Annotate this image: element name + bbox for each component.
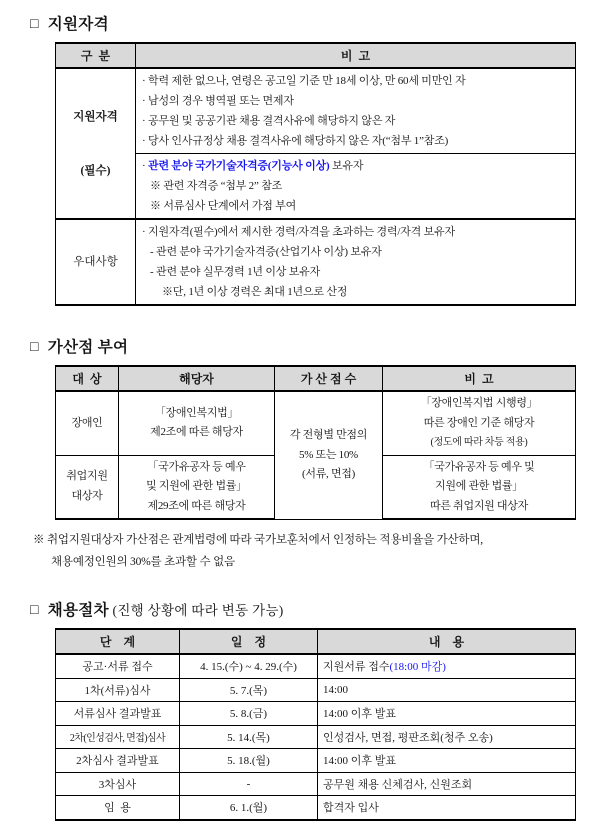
cell-cert-requirement [136, 154, 576, 220]
cell-required-items [136, 68, 576, 154]
table-row-doc-result [56, 702, 576, 726]
col-header-points: 가 산 점 수 [275, 366, 383, 391]
cell-eligible-disabled [119, 391, 275, 455]
bullet-item: · 당사 인사규정상 채용 결격사유에 해당하지 않은 자(“첨부 1”참조) [142, 135, 449, 147]
cert-note: ※ 서류심사 단계에서 가점 부여 [150, 200, 297, 212]
footnote-line: 채용예정인원의 30%를 초과할 수 없음 [51, 555, 235, 568]
col-header-date: 일 정 [180, 629, 318, 654]
cell-stage: 서류심사 결과발표 [56, 702, 180, 726]
cell-date: - [180, 772, 318, 796]
cell-note-disabled [383, 391, 576, 455]
square-bullet-icon: □ [30, 603, 39, 618]
footnote-line: ※ 취업지원대상자 가산점은 관계법령에 따라 국가보훈처에서 인정하는 적용비율을 가산하며, [33, 534, 483, 546]
bullet-item: - 관련 분야 실무경력 1년 이상 보유자 [150, 266, 321, 278]
cell-content: 합격자 입사 [318, 796, 576, 820]
bonus-points-footnote [33, 530, 600, 573]
table-row-appointment [56, 796, 576, 820]
content-text: 지원서류 접수 [323, 661, 390, 674]
cell-eligible-veteran [119, 455, 275, 519]
cell-stage: 3차심사 [56, 772, 180, 796]
bullet-item: - 관련 분야 국가기술자격증(산업기사 이상) 보유자 [150, 246, 382, 258]
cell-note-veteran [383, 455, 576, 519]
row-label-line: 지원자격 [73, 110, 118, 123]
table-header-row [56, 43, 576, 68]
section-heading-bonus-points [30, 335, 600, 357]
note-line: 「장애인복지법 시행령」 [420, 397, 538, 409]
cell-date: 5. 14.(목) [180, 725, 318, 749]
table-row-second-review [56, 725, 576, 749]
cell-stage: 2차심사 결과발표 [56, 749, 180, 773]
cell-date: 6. 1.(월) [180, 796, 318, 820]
cell-content: 14:00 [318, 678, 576, 702]
section-title: 가산점 부여 [47, 339, 129, 356]
cert-highlight: 관련 분야 국가기술자격증(기능사 이상) [148, 160, 330, 172]
note-line-small: (정도에 따라 차등 적용) [430, 437, 528, 448]
col-header-eligible: 해당자 [119, 366, 275, 391]
table-header-row [56, 629, 576, 654]
cert-note: ※ 관련 자격증 “첨부 2” 참조 [150, 180, 283, 192]
note-line: 따른 취업지원 대상자 [430, 499, 528, 512]
eligible-line: 및 지원에 관한 법률」 [146, 480, 247, 492]
eligible-line: 「국가유공자 등 예우 [147, 460, 246, 473]
cell-content: 14:00 이후 발표 [318, 702, 576, 726]
note-line: 따른 장애인 기준 해당자 [423, 416, 535, 429]
target-label: 장애인 [71, 416, 103, 429]
cell-content: 공무원 채용 신체검사, 신원조회 [318, 772, 576, 796]
cert-suffix: 보유자 [329, 160, 364, 172]
cell-points-merged [275, 391, 383, 519]
square-bullet-icon: □ [30, 340, 39, 355]
bullet-item: · 공무원 및 공공기관 채용 결격사유에 해당하지 않은 자 [142, 115, 396, 127]
row-label-required [56, 68, 136, 219]
bullet-item: · 학력 제한 없으나, 연령은 공고일 기준 만 18세 이상, 만 60세 미만인 자 [142, 75, 466, 87]
row-label-preferred: 우대사항 [56, 219, 136, 305]
cell-date: 5. 8.(금) [180, 702, 318, 726]
cell-stage: 2차(인성검사, 면접)심사 [56, 725, 180, 749]
target-label: 대상자 [71, 489, 103, 502]
points-line: 각 전형별 만점의 [289, 429, 368, 441]
square-bullet-icon: □ [30, 17, 39, 32]
col-header-remarks: 비 고 [383, 366, 576, 391]
table-row-disabled [56, 391, 576, 455]
cell-date: 5. 18.(월) [180, 749, 318, 773]
cell-content: 14:00 이후 발표 [318, 749, 576, 773]
cell-content [318, 654, 576, 678]
eligible-line: 제29조에 따른 해당자 [147, 499, 246, 512]
section-heading-process [30, 598, 600, 620]
table-row-apply [56, 654, 576, 678]
table-row-first-review [56, 678, 576, 702]
bullet-item: · 남성의 경우 병역필 또는 면제자 [142, 95, 294, 107]
row-label-line: (필수) [80, 164, 111, 177]
table-row-third-review [56, 772, 576, 796]
cell-target-veteran [56, 455, 119, 519]
cert-line [136, 156, 575, 176]
col-header-content: 내 용 [318, 629, 576, 654]
cell-stage: 공고·서류 접수 [56, 654, 180, 678]
table-header-row [56, 366, 576, 391]
bonus-points-table [55, 365, 576, 520]
section-subtitle: (진행 상황에 따라 변동 가능) [108, 603, 284, 618]
cell-date: 5. 7.(목) [180, 678, 318, 702]
content-deadline-highlight: (18:00 마감) [389, 661, 446, 674]
process-table [55, 628, 576, 821]
section-title: 채용절차 [47, 602, 109, 619]
col-header-stage: 단 계 [56, 629, 180, 654]
cell-date: 4. 15.(수) ~ 4. 29.(수) [180, 654, 318, 678]
section-title: 지원자격 [47, 16, 109, 33]
eligible-line: 「장애인복지법」 [154, 406, 239, 419]
bullet-item: ※단, 1년 이상 경력은 최대 1년으로 산정 [162, 286, 348, 298]
bullet-item: · 지원자격(필수)에서 제시한 경력/자격을 초과하는 경력/자격 보유자 [142, 226, 455, 238]
cell-stage: 1차(서류)심사 [56, 678, 180, 702]
cell-content: 인성검사, 면접, 평판조회(청주 오송) [318, 725, 576, 749]
col-header-remarks: 비 고 [136, 43, 576, 68]
col-header-category: 구 분 [56, 43, 136, 68]
qualifications-table [55, 42, 576, 306]
table-row-required-basic [56, 68, 576, 154]
cell-preferred-items [136, 219, 576, 305]
col-header-target: 대 상 [56, 366, 119, 391]
cell-stage: 임 용 [56, 796, 180, 820]
points-line: 5% 또는 10% [299, 448, 358, 461]
eligible-line: 제2조에 따른 해당자 [150, 426, 243, 439]
points-line: (서류, 면접) [302, 468, 355, 480]
note-line: 「국가유공자 등 예우 및 [423, 460, 535, 473]
cell-target-disabled [56, 391, 119, 455]
bullet-marker: · [142, 160, 149, 172]
note-line: 지원에 관한 법률」 [435, 480, 523, 492]
target-label: 취업지원 [66, 470, 108, 483]
table-row-preferred [56, 219, 576, 305]
table-row-second-result [56, 749, 576, 773]
section-heading-qualifications [30, 0, 600, 34]
